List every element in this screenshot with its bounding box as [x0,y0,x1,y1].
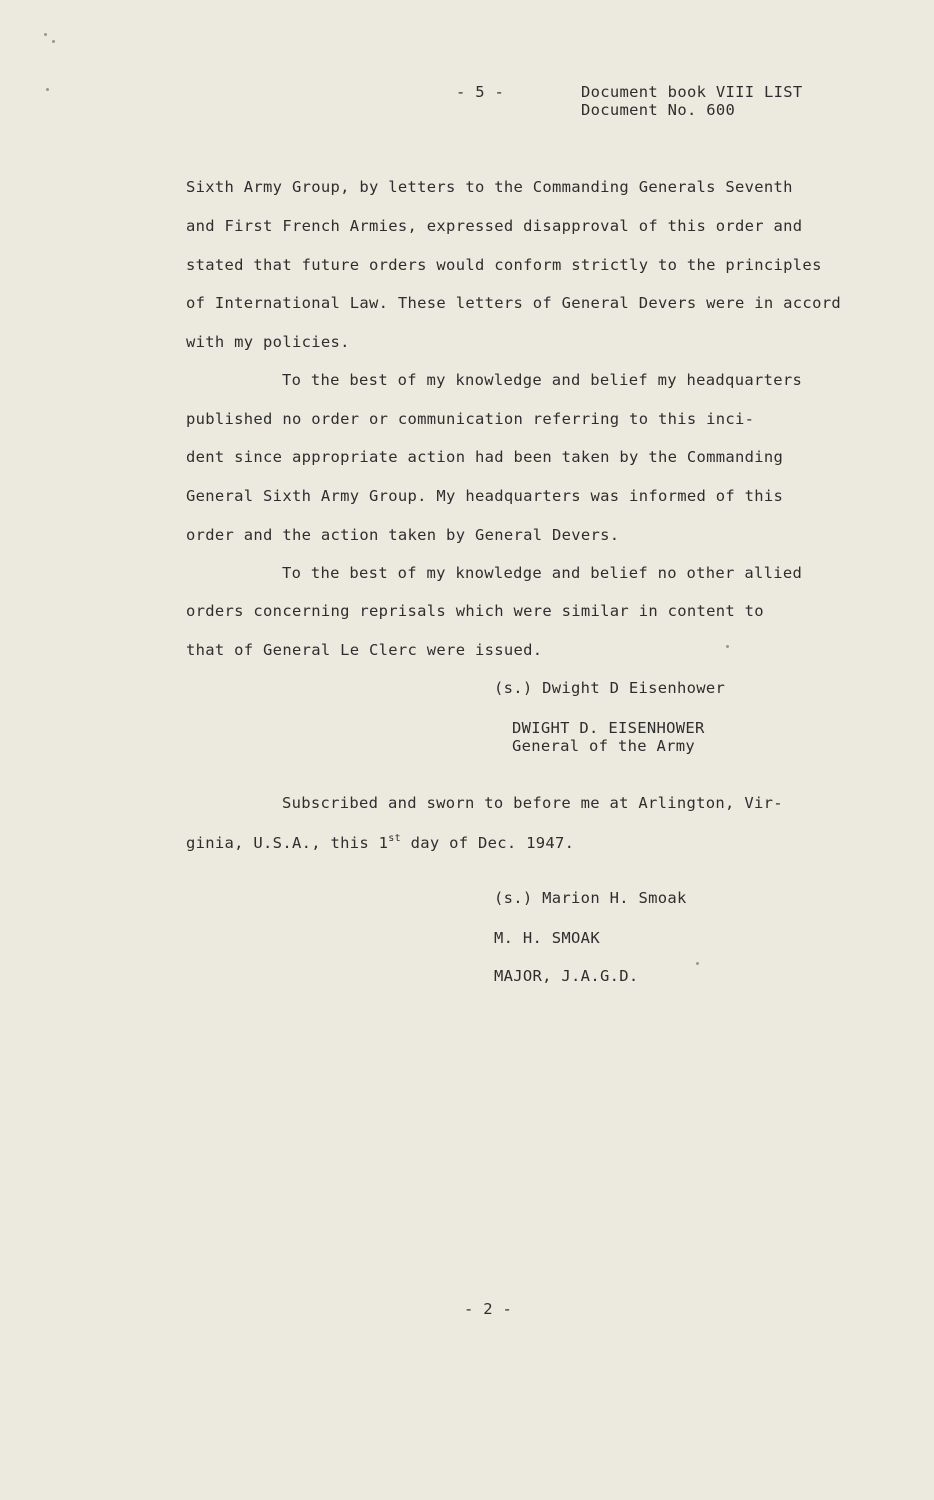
body-line: orders concerning reprisals which were similar in content to [186,602,764,620]
page-number: - 2 - [464,1300,513,1318]
paper-speck [52,40,55,43]
paper-speck [44,33,47,36]
body-line: dent since appropriate action had been taken by the Commanding [186,448,784,466]
body-line: To the best of my knowledge and belief no other allied [282,564,803,582]
page-marker: - 5 - [456,83,505,101]
document-book-label: Document book VIII LIST [581,83,803,101]
body-line: of International Law. These letters of General Devers were in accord [186,294,841,312]
signatory-rank-smoak: MAJOR, J.A.G.D. [494,967,639,985]
paper-speck [726,645,729,648]
body-line: stated that future orders would conform strictly to the principles [186,256,822,274]
signatory-name-eisenhower: DWIGHT D. EISENHOWER [512,719,705,737]
signatory-name-smoak: M. H. SMOAK [494,929,600,947]
body-line: Sixth Army Group, by letters to the Commanding Generals Seventh [186,178,793,196]
signature-smoak: (s.) Marion H. Smoak [494,889,687,907]
body-line: order and the action taken by General Devers. [186,526,620,544]
body-line: published no order or communication referring to this inci- [186,410,755,428]
document-number-label: Document No. 600 [581,101,736,119]
signature-eisenhower: (s.) Dwight D Eisenhower [494,679,726,697]
body-line: and First French Armies, expressed disapproval of this order and [186,217,803,235]
body-line: General Sixth Army Group. My headquarters was informed of this [186,487,784,505]
body-line: To the best of my knowledge and belief my headquarters [282,371,803,389]
body-line: that of General Le Clerc were issued. [186,641,543,659]
paper-speck [46,88,49,91]
oath-line: Subscribed and sworn to before me at Arlington, Vir- [282,794,783,812]
body-line: with my policies. [186,333,350,351]
paper-speck [696,962,699,965]
oath-line: ginia, U.S.A., this 1st day of Dec. 1947. [186,833,575,852]
signatory-title-eisenhower: General of the Army [512,737,696,755]
